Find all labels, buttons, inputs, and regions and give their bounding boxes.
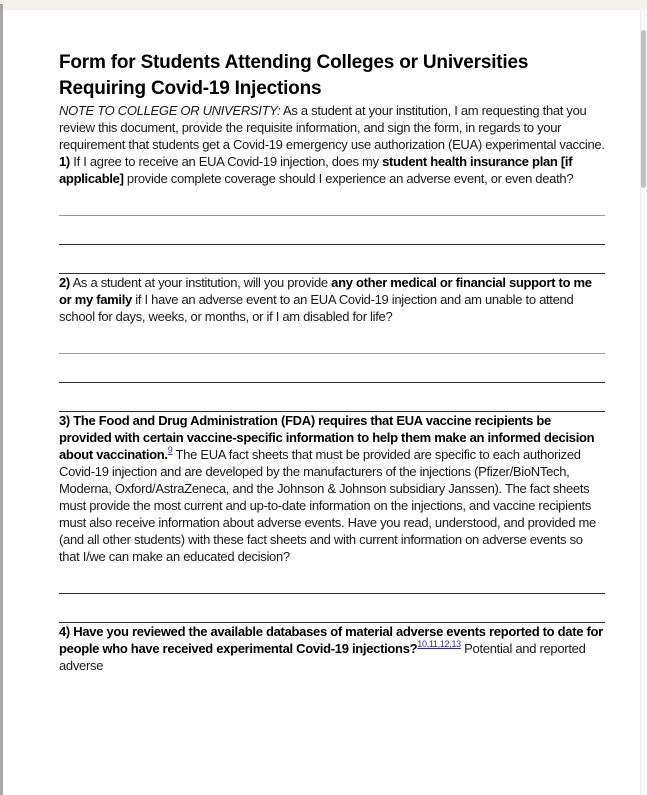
question-3-answer-lines [59, 565, 605, 623]
vertical-scrollbar-track[interactable] [640, 10, 647, 795]
page-title [59, 50, 605, 102]
answer-line [59, 565, 605, 594]
answer-line [59, 354, 605, 383]
question-1-number: 1) [59, 154, 70, 169]
question-1-post: provide complete coverage should I experience an adverse event, or even death? [123, 171, 574, 186]
answer-line [59, 325, 605, 354]
footnote-ref-9[interactable]: 9 [167, 444, 173, 455]
viewer-top-strip [0, 0, 647, 10]
note-paragraph [59, 102, 605, 153]
question-2-answer-lines [59, 325, 605, 412]
question-1 [59, 153, 605, 187]
question-2-bold: any other medical or financial support to me or my family [59, 275, 592, 307]
answer-line [59, 383, 605, 412]
question-4-body: Potential and reported adverse [59, 641, 586, 673]
page-title-line1: Form for Students Attending Colleges or Universities [59, 52, 529, 73]
question-4 [59, 623, 605, 674]
question-4-bold-lead: 4) Have you reviewed the available databases of material adverse events reported to date for people who have received experimental Covid-19 injections? [59, 624, 603, 656]
answer-line [59, 216, 605, 245]
viewer-left-edge [0, 4, 3, 795]
question-3-bold-lead: 3) The Food and Drug Administration (FDA) requires that EUA vaccine recipients be provided with certain vaccine-specific information to help them make an informed decision about vaccination. [59, 413, 595, 462]
question-1-pre: If I agree to receive an EUA Covid-19 injection, does my [69, 154, 383, 169]
answer-line [59, 187, 605, 216]
question-2-number: 2) [59, 275, 70, 290]
answer-line [59, 245, 605, 274]
question-2 [59, 274, 605, 325]
note-lead: NOTE TO COLLEGE OR UNIVERSITY: [59, 103, 281, 118]
question-1-answer-lines [59, 187, 605, 274]
question-2-post: if I have an adverse event to an EUA Covid-19 injection and am unable to attend school for days, weeks, or months, or if I am disabled for life? [59, 292, 574, 324]
question-2-pre: As a student at your institution, will you provide [69, 275, 332, 290]
question-1-bold: student health insurance plan [if applicable] [59, 154, 573, 186]
footnote-refs-10-11-12-13[interactable]: 10,11,12,13 [417, 638, 461, 649]
answer-line [59, 594, 605, 623]
note-body: As a student at your institution, I am requesting that you review this document, provide the requisite information, and sign the form, in regards to your requirement that students get a Covid-19 emergency use authorization (EUA) experimental vaccine. [59, 103, 605, 152]
document-page [59, 10, 605, 674]
page-title-line2: Requiring Covid-19 Injections [59, 78, 322, 99]
question-3-body: The EUA fact sheets that must be provided are specific to each authorized Covid-19 injection and are developed by the manufacturers of the injections (Pfizer/BioNTech, Moderna, Oxford/AstraZeneca, and the Johnson & Johnson subsidiary Janssen). The fact sheets must provide the most current and up-to-date information on the injections, and vaccine recipients must also receive information about adverse events. Have you read, understood, and provided me (and all other students) with these fact sheets and with current information on adverse events so that I/we can make an educated decision? [59, 447, 596, 564]
question-3 [59, 412, 605, 565]
vertical-scrollbar-thumb[interactable] [641, 30, 646, 188]
